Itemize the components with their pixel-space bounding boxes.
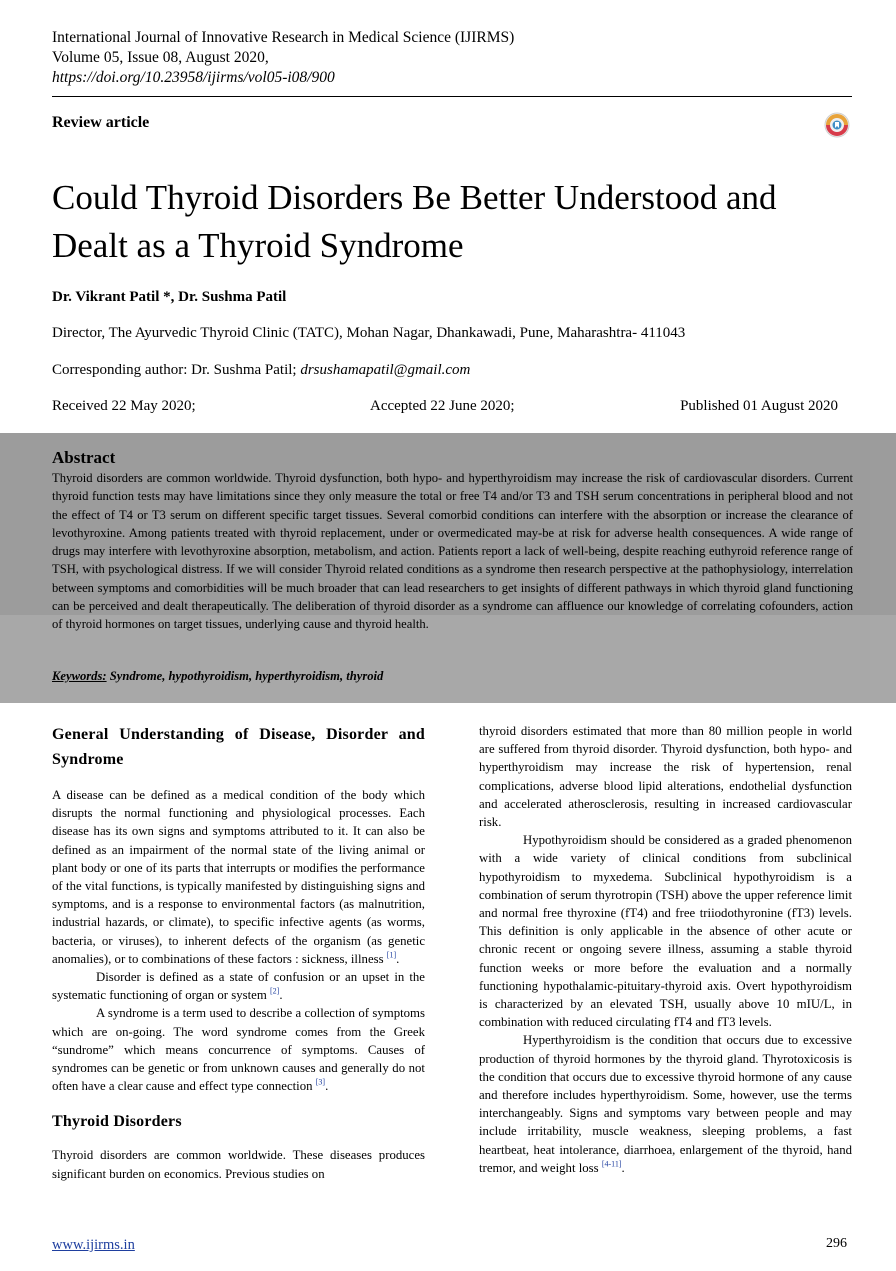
corresponding-author	[52, 362, 470, 379]
citation-link[interactable]: [2]	[270, 986, 280, 996]
section-heading-thyroid: Thyroid Disorders	[52, 1113, 182, 1131]
keywords	[52, 669, 383, 684]
paragraph: A disease can be defined as a medical condition of the body which disrupts the normal functioning and physiological processes. Each disease has its own signs and symptoms attributed to it. It can also be defined as an impairment of the normal state of the living animal or plant body or one of its parts that interrupts or modifies the performance of the vital functions, is typically manifested by distinguishing signs and symptoms, and is a response to environmental factors (as malnutrition, industrial hazards, or climate), to specific infective agents (as worms, bacteria, or viruses), to inherent defects of the organism (as genetic anomalies), or to combinations of these factors : sickness, illness [1].	[52, 788, 425, 966]
corresponding-label: Corresponding author: Dr. Sushma Patil;	[52, 362, 297, 378]
affiliation: Director, The Ayurvedic Thyroid Clinic (TATC), Mohan Nagar, Dhankawadi, Pune, Maharashtra- 411043	[52, 325, 686, 341]
paragraph: Thyroid disorders are common worldwide. These diseases produces significant burden on economics. Previous studies on	[52, 1148, 425, 1181]
paragraph: Hyperthyroidism is the condition that occurs due to excessive production of thyroid hormones by the thyroid gland. Thyrotoxicosis is the condition that occurs due to excessive thyroid hormone of any cause and therefore includes hyperthyroidism. Some, however, use the terms interchangeably. Signs and symptoms vary between people and may include irritability, muscle weakness, sleeping problems, a fast heartbeat, heat intolerance, diarrhoea, enlargement of the thyroid, hand tremor, and weight loss [4-11].	[479, 1033, 852, 1175]
accepted-date: Accepted 22 June 2020;	[370, 398, 515, 414]
right-column	[479, 722, 852, 1177]
citation-link[interactable]: [1]	[386, 950, 397, 960]
paragraph: A syndrome is a term used to describe a collection of symptoms which are on-going. The word syndrome comes from the Greek “sundrome” which means concurrence of symptoms. Causes of syndromes can be genetic or from unknown causes and generally do not often have a clear cause and effect type connection [3].	[52, 1006, 425, 1094]
journal-header	[52, 28, 514, 88]
crossmark-icon[interactable]	[824, 112, 850, 138]
authors: Dr. Vikrant Patil *, Dr. Sushma Patil	[52, 289, 287, 305]
page-number: 296	[826, 1236, 847, 1251]
paragraph: thyroid disorders estimated that more than 80 million people in world are suffered from thyroid disorder. Thyroid dysfunction, both hypo- and hyperthyroidism may increase the risk of hypertension, renal complications, adverse blood lipid alterations, endothelial dysfunction and accelerated atherosclerosis, resulting in increased cardiovascular risk.	[479, 724, 852, 830]
doi-link[interactable]: https://doi.org/10.23958/ijirms/vol05-i08/900	[52, 69, 335, 86]
article-title: Could Thyroid Disorders Be Better Understood and Dealt as a Thyroid Syndrome	[52, 178, 777, 265]
keywords-list: Syndrome, hypothyroidism, hyperthyroidism, thyroid	[109, 669, 384, 683]
volume-issue: Volume 05, Issue 08, August 2020,	[52, 49, 269, 66]
received-date: Received 22 May 2020;	[52, 398, 196, 414]
section-heading-general: General Understanding of Disease, Disorder and Syndrome	[52, 726, 425, 768]
email-link[interactable]: drsushamapatil@gmail.com	[300, 362, 471, 378]
citation-link[interactable]: [3]	[315, 1077, 326, 1087]
citation-link[interactable]: [4-11]	[601, 1159, 622, 1169]
article-type: Review article	[52, 114, 150, 131]
header-divider	[52, 96, 852, 97]
abstract-heading: Abstract	[52, 448, 116, 467]
paragraph: Hypothyroidism should be considered as a graded phenomenon with a wide variety of clinical conditions from subclinical hypothyroidism to myxedema. Subclinical hypothyroidism is a combination of serum thyrotropin (TSH) above the upper reference limit and normal free thyroxine (fT4) and free triiodothyronine (fT3) levels. This definition is only applicable in the absence of other acute or chronic recent or ongoing severe illness, assuming a stable thyroid function weeks or more before the evaluation and a normally functioning hypothalamic-pituitary-thyroid axis. Overt hypothyroidism is characterized by an elevated TSH, usually above 10 mIU/L, in combination with reduced circulating fT4 and fT3 levels.	[479, 833, 852, 1030]
journal-name: International Journal of Innovative Research in Medical Science (IJIRMS)	[52, 29, 515, 46]
paragraph: Disorder is defined as a state of confusion or an upset in the systematic functioning of organ or system [2].	[52, 970, 425, 1003]
journal-website-link[interactable]: www.ijirms.in	[52, 1237, 135, 1253]
abstract-text: Thyroid disorders are common worldwide. Thyroid dysfunction, both hypo- and hyperthyroidism may increase the risk of cardiovascular disorders. Current thyroid function tests may have limitations since they only measure the total or free T4 and/or T3 and TSH serum concentrations in peripheral blood and not the effect of T4 or T3 serum on different specific target tissues. Several comorbid conditions can interfere with the absorption or increase the clearance of levothyroxine. Among patients treated with thyroid replacement, under or overmedicated may-be at risk for adverse health consequences. A wide range of drugs may interfere with levothyroxine absorption, metabolism, and action. Patients report a lack of well-being, despite reaching euthyroid reference range of TSH, with psychological distress. If we will consider Thyroid related conditions as a syndrome then research perspective at the pathophysiology, interrelation between symptoms and comorbidities will be much broader that can lead researchers to get insights of different pathways in which thyroid gland functioning can be perceived and dealt therapeutically. The deliberation of thyroid disorder as a syndrome can affluence our knowledge of correlating cofounders, action of thyroid hormones on target tissues, underlying cause and thyroid health.	[52, 471, 853, 632]
keywords-label: Keywords:	[52, 669, 107, 683]
left-column	[52, 722, 425, 1183]
published-date: Published 01 August 2020	[680, 398, 838, 414]
